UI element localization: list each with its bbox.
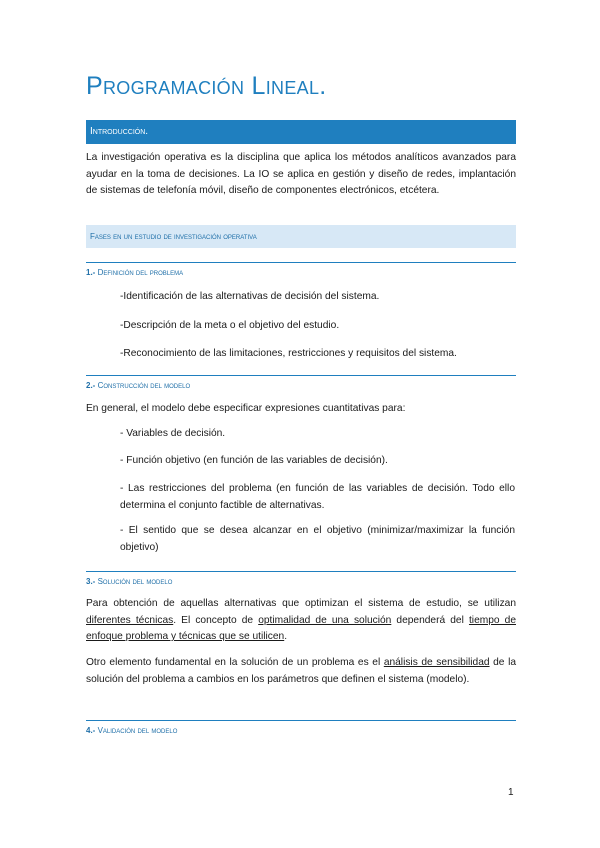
section-2-intro: En general, el modelo debe especificar expresiones cuantitativas para: bbox=[86, 403, 406, 414]
section-3-paragraph: Para obtención de aquellas alternativas que optimizan el sistema de estudio, se utilizan diferentes técnicas. El concepto de optimalidad de una solución dependerá del tiempo de enfoque problema y técnicas que se utilicen. bbox=[86, 598, 516, 642]
section-2-item: - Variables de decisión. bbox=[120, 428, 226, 439]
section-2-heading bbox=[86, 375, 516, 390]
section-3-heading bbox=[86, 571, 516, 586]
underlined-term: diferentes técnicas bbox=[86, 614, 174, 626]
section-1-item: -Reconocimiento de las limitaciones, restricciones y requisitos del sistema. bbox=[120, 348, 457, 359]
section-3-paragraph: Otro elemento fundamental en la solución de un problema es el análisis de sensibilidad de la solución del problema a cambios en los parámetros que definen el sistema (modelo). bbox=[86, 657, 516, 685]
section-3-number: 3.- bbox=[86, 577, 96, 586]
intro-heading: Introducción. bbox=[86, 120, 516, 144]
underlined-term: tiempo de enfoque problema y técnicas que se utilicen bbox=[86, 614, 516, 642]
section-2-item: - Función objetivo (en función de las variables de decisión). bbox=[120, 455, 388, 466]
section-2-item: - El sentido que se desea alcanzar en el objetivo (minimizar/maximizar la función objetivo) bbox=[120, 525, 515, 553]
phases-heading: Fases en un estudio de investigación operativa bbox=[86, 225, 516, 248]
intro-paragraph: La investigación operativa es la disciplina que aplica los métodos analíticos avanzados para ayudar en la toma de decisiones. La IO se aplica en gestión y diseño de redes, implantación de sistemas de telefonía móvil, diseño de componentes electrónicos, etcétera. bbox=[86, 152, 516, 196]
page-title: Programación Lineal. bbox=[86, 72, 327, 100]
underlined-term: optimalidad de una solución bbox=[258, 614, 392, 626]
section-1-number: 1.- bbox=[86, 268, 96, 277]
section-4-number: 4.- bbox=[86, 726, 96, 735]
section-2-title: Construcción del modelo bbox=[97, 381, 191, 390]
underlined-term: análisis de sensibilidad bbox=[383, 657, 490, 668]
section-2-number: 2.- bbox=[86, 381, 96, 390]
section-4-title: Validación del modelo bbox=[97, 726, 178, 735]
section-1-item: -Identificación de las alternativas de decisión del sistema. bbox=[120, 291, 380, 302]
section-1-heading bbox=[86, 262, 516, 277]
section-3-title: Solución del modelo bbox=[97, 577, 173, 586]
section-1-title: Definición del problema bbox=[97, 268, 184, 277]
section-2-item: - Las restricciones del problema (en función de las variables de decisión. Todo ello determina el conjunto factible de alternativas. bbox=[120, 483, 515, 511]
section-4-heading bbox=[86, 720, 516, 735]
section-1-item: -Descripción de la meta o el objetivo del estudio. bbox=[120, 320, 340, 331]
page-number: 1 bbox=[508, 787, 514, 798]
